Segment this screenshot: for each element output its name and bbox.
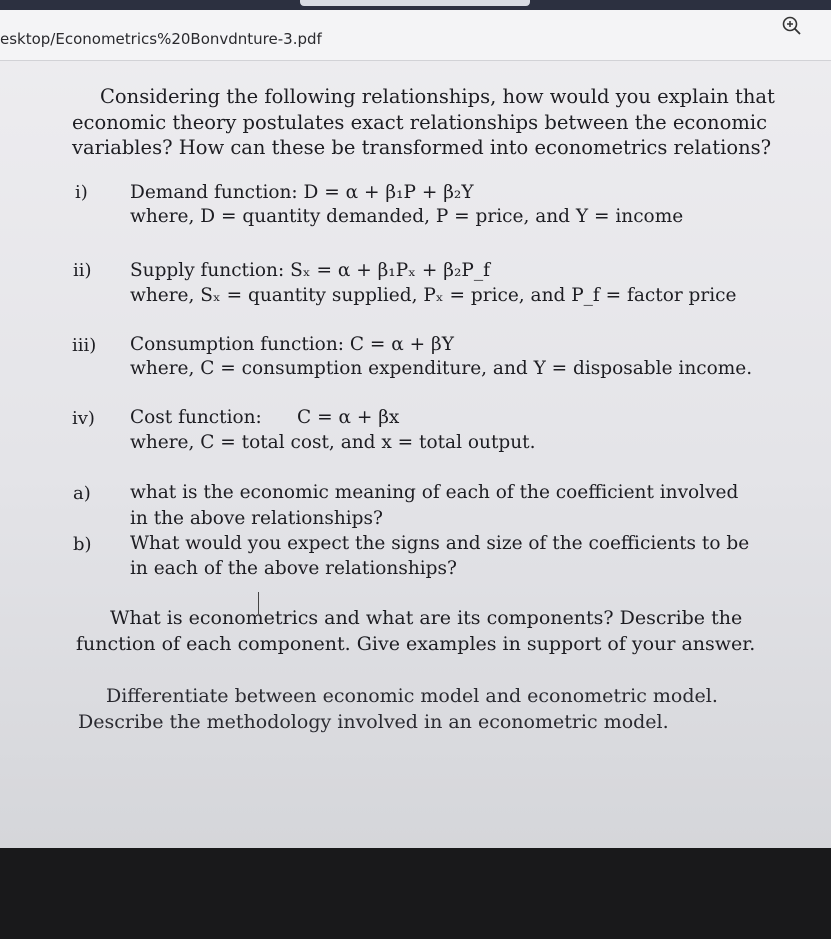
question-label-b: b) <box>73 534 92 555</box>
pdf-viewer <box>0 10 831 848</box>
pdf-page <box>0 60 831 848</box>
consumption-function: Consumption function: C = α + βY <box>130 334 454 355</box>
question-b-line-1: What would you expect the signs and size of the coefficients to be <box>130 533 750 554</box>
monitor-bezel <box>0 848 831 939</box>
url-text[interactable]: esktop/Econometrics%20Bonvdnture-3.pdf <box>0 30 322 48</box>
question-a-line-1: what is the economic meaning of each of the coefficient involved <box>130 482 739 503</box>
para2-line-1: What is econometrics and what are its components? Describe the <box>110 607 743 629</box>
item-label-i: i) <box>75 182 88 203</box>
browser-top-strip <box>0 0 831 10</box>
item-label-iv: iv) <box>72 408 95 429</box>
supply-where: where, Sₓ = quantity supplied, Pₓ = price, and P_f = factor price <box>130 285 737 306</box>
item-label-iii: iii) <box>72 335 97 356</box>
intro-line-1: Considering the following relationships, how would you explain that <box>100 85 775 108</box>
cost-function: Cost function: C = α + βx <box>130 407 400 428</box>
text-cursor <box>258 592 267 614</box>
item-label-ii: ii) <box>73 260 92 281</box>
intro-line-2: economic theory postulates exact relationships between the economic <box>72 111 768 134</box>
supply-function: Supply function: Sₓ = α + β₁Pₓ + β₂P_f <box>130 260 490 281</box>
demand-where: where, D = quantity demanded, P = price, and Y = income <box>130 206 684 227</box>
consumption-where: where, C = consumption expenditure, and Y = disposable income. <box>130 358 753 379</box>
address-bar[interactable] <box>0 10 831 61</box>
para3-line-2: Describe the methodology involved in an econometric model. <box>78 711 669 733</box>
cost-where: where, C = total cost, and x = total output. <box>130 432 536 453</box>
para3-line-1: Differentiate between economic model and econometric model. <box>106 685 718 707</box>
demand-function: Demand function: D = α + β₁P + β₂Y <box>130 182 474 203</box>
para2-line-2: function of each component. Give examples in support of your answer. <box>76 633 756 655</box>
intro-line-3: variables? How can these be transformed into econometrics relations? <box>72 136 772 159</box>
browser-tab[interactable] <box>300 0 530 6</box>
question-label-a: a) <box>73 483 91 504</box>
zoom-in-icon[interactable] <box>780 14 804 38</box>
question-a-line-2: in the above relationships? <box>130 508 383 529</box>
question-b-line-2: in each of the above relationships? <box>130 558 457 579</box>
